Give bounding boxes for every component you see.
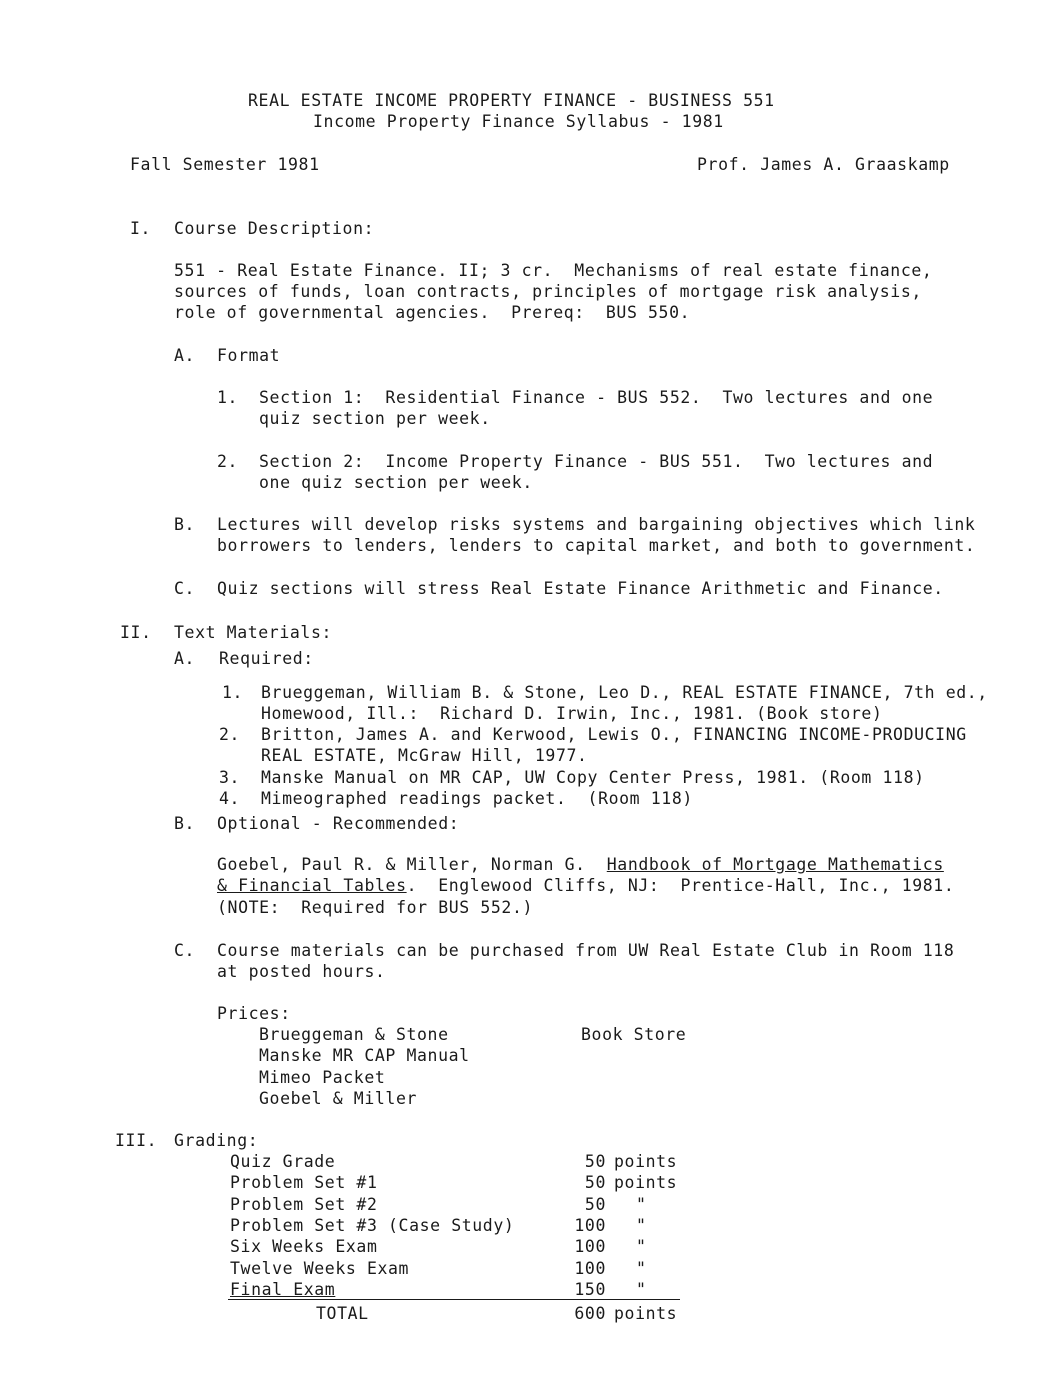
grading-item-points: 50 <box>584 1195 606 1214</box>
required-item-number: 4. <box>219 789 241 808</box>
optional-authors: Goebel, Paul R. & Miller, Norman G. <box>217 855 607 874</box>
grading-item-label: Problem Set #3 (Case Study) <box>230 1216 515 1235</box>
price-item: Mimeo Packet <box>259 1068 386 1087</box>
required-letter: A. <box>174 649 196 668</box>
grading-total-points: 600 <box>574 1304 606 1323</box>
required-item-number: 2. <box>219 725 241 744</box>
grading-item-unit: " <box>636 1195 647 1214</box>
optional-reference-line <box>217 854 944 875</box>
total-rule <box>228 1299 680 1300</box>
grading-item-points: 50 <box>584 1152 606 1171</box>
optional-book-title: Handbook of Mortgage Mathematics <box>606 855 944 874</box>
price-item: Goebel & Miller <box>259 1089 418 1108</box>
format-label: Format <box>217 346 281 365</box>
lectures-letter: B. <box>174 515 196 534</box>
required-item-line: Manske Manual on MR CAP, UW Copy Center Press, 1981. (Room 118) <box>261 768 925 787</box>
course-description-line: sources of funds, loan contracts, principles of mortgage risk analysis, <box>174 282 922 301</box>
materials-line: Course materials can be purchased from UW Real Estate Club in Room 118 <box>217 941 955 960</box>
required-item-number: 3. <box>219 768 241 787</box>
required-item-line: REAL ESTATE, McGraw Hill, 1977. <box>261 746 588 765</box>
grading-item-unit: points <box>614 1152 678 1171</box>
grading-item-points: 50 <box>584 1173 606 1192</box>
grading-item-unit: " <box>636 1237 647 1256</box>
section-3-number: III. <box>115 1131 158 1150</box>
optional-letter: B. <box>174 814 196 833</box>
optional-note: (NOTE: Required for BUS 552.) <box>217 898 534 917</box>
section-1-heading: Course Description: <box>174 219 375 238</box>
grading-item-points: 100 <box>574 1259 606 1278</box>
format-item-number: 2. <box>217 452 239 471</box>
section-3-heading: Grading: <box>174 1131 259 1150</box>
grading-item-unit: " <box>636 1280 647 1299</box>
lectures-line: borrowers to lenders, lenders to capital market, and both to government. <box>217 536 976 555</box>
format-item-number: 1. <box>217 388 239 407</box>
required-item-number: 1. <box>222 683 244 702</box>
grading-item-label: Problem Set #2 <box>230 1195 378 1214</box>
course-description-line: role of governmental agencies. Prereq: BUS 550. <box>174 303 691 322</box>
materials-line: at posted hours. <box>217 962 386 981</box>
required-item-line: Homewood, Ill.: Richard D. Irwin, Inc., 1981. (Book store) <box>261 704 883 723</box>
price-location: Book Store <box>581 1025 687 1044</box>
price-item: Brueggeman & Stone <box>259 1025 449 1044</box>
required-label: Required: <box>219 649 314 668</box>
optional-reference-line <box>217 875 954 896</box>
grading-item-points: 150 <box>574 1280 606 1299</box>
grading-total-unit: points <box>614 1304 678 1323</box>
format-letter: A. <box>174 346 196 365</box>
format-item-line: quiz section per week. <box>259 409 491 428</box>
grading-item-label: Twelve Weeks Exam <box>230 1259 410 1278</box>
grading-item-label: Six Weeks Exam <box>230 1237 378 1256</box>
grading-item-points: 100 <box>574 1216 606 1235</box>
prices-label: Prices: <box>217 1004 291 1023</box>
professor: Prof. James A. Graaskamp <box>697 155 950 174</box>
format-item-line: Section 1: Residential Finance - BUS 552. Two lectures and one <box>259 388 934 407</box>
required-item-line: Brueggeman, William B. & Stone, Leo D., REAL ESTATE FINANCE, 7th ed., <box>261 683 988 702</box>
grading-total-label: TOTAL <box>316 1304 369 1323</box>
materials-letter: C. <box>174 941 196 960</box>
quiz-line: Quiz sections will stress Real Estate Finance Arithmetic and Finance. <box>217 579 944 598</box>
required-item-line: Britton, James A. and Kerwood, Lewis O., FINANCING INCOME-PRODUCING <box>261 725 967 744</box>
format-item-line: one quiz section per week. <box>259 473 533 492</box>
optional-publisher: . Englewood Cliffs, NJ: Prentice-Hall, Inc., 1981. <box>406 876 955 895</box>
semester: Fall Semester 1981 <box>130 155 320 174</box>
grading-item-label: Final Exam <box>230 1280 336 1299</box>
document-title: REAL ESTATE INCOME PROPERTY FINANCE - BUSINESS 551 <box>248 91 775 110</box>
optional-book-title: & Financial Tables <box>217 876 407 895</box>
document-subtitle: Income Property Finance Syllabus - 1981 <box>313 112 724 131</box>
format-item-line: Section 2: Income Property Finance - BUS 551. Two lectures and <box>259 452 934 471</box>
grading-item-points: 100 <box>574 1237 606 1256</box>
section-2-number: II. <box>120 623 152 642</box>
price-item: Manske MR CAP Manual <box>259 1046 470 1065</box>
grading-item-label: Quiz Grade <box>230 1152 336 1171</box>
grading-item-unit: points <box>614 1173 678 1192</box>
lectures-line: Lectures will develop risks systems and bargaining objectives which link <box>217 515 976 534</box>
grading-item-unit: " <box>636 1259 647 1278</box>
required-item-line: Mimeographed readings packet. (Room 118) <box>261 789 693 808</box>
optional-label: Optional - Recommended: <box>217 814 460 833</box>
section-1-number: I. <box>130 219 152 238</box>
grading-item-label: Problem Set #1 <box>230 1173 378 1192</box>
section-2-heading: Text Materials: <box>174 623 333 642</box>
course-description-line: 551 - Real Estate Finance. II; 3 cr. Mechanisms of real estate finance, <box>174 261 933 280</box>
grading-item-unit: " <box>636 1216 647 1235</box>
quiz-letter: C. <box>174 579 196 598</box>
